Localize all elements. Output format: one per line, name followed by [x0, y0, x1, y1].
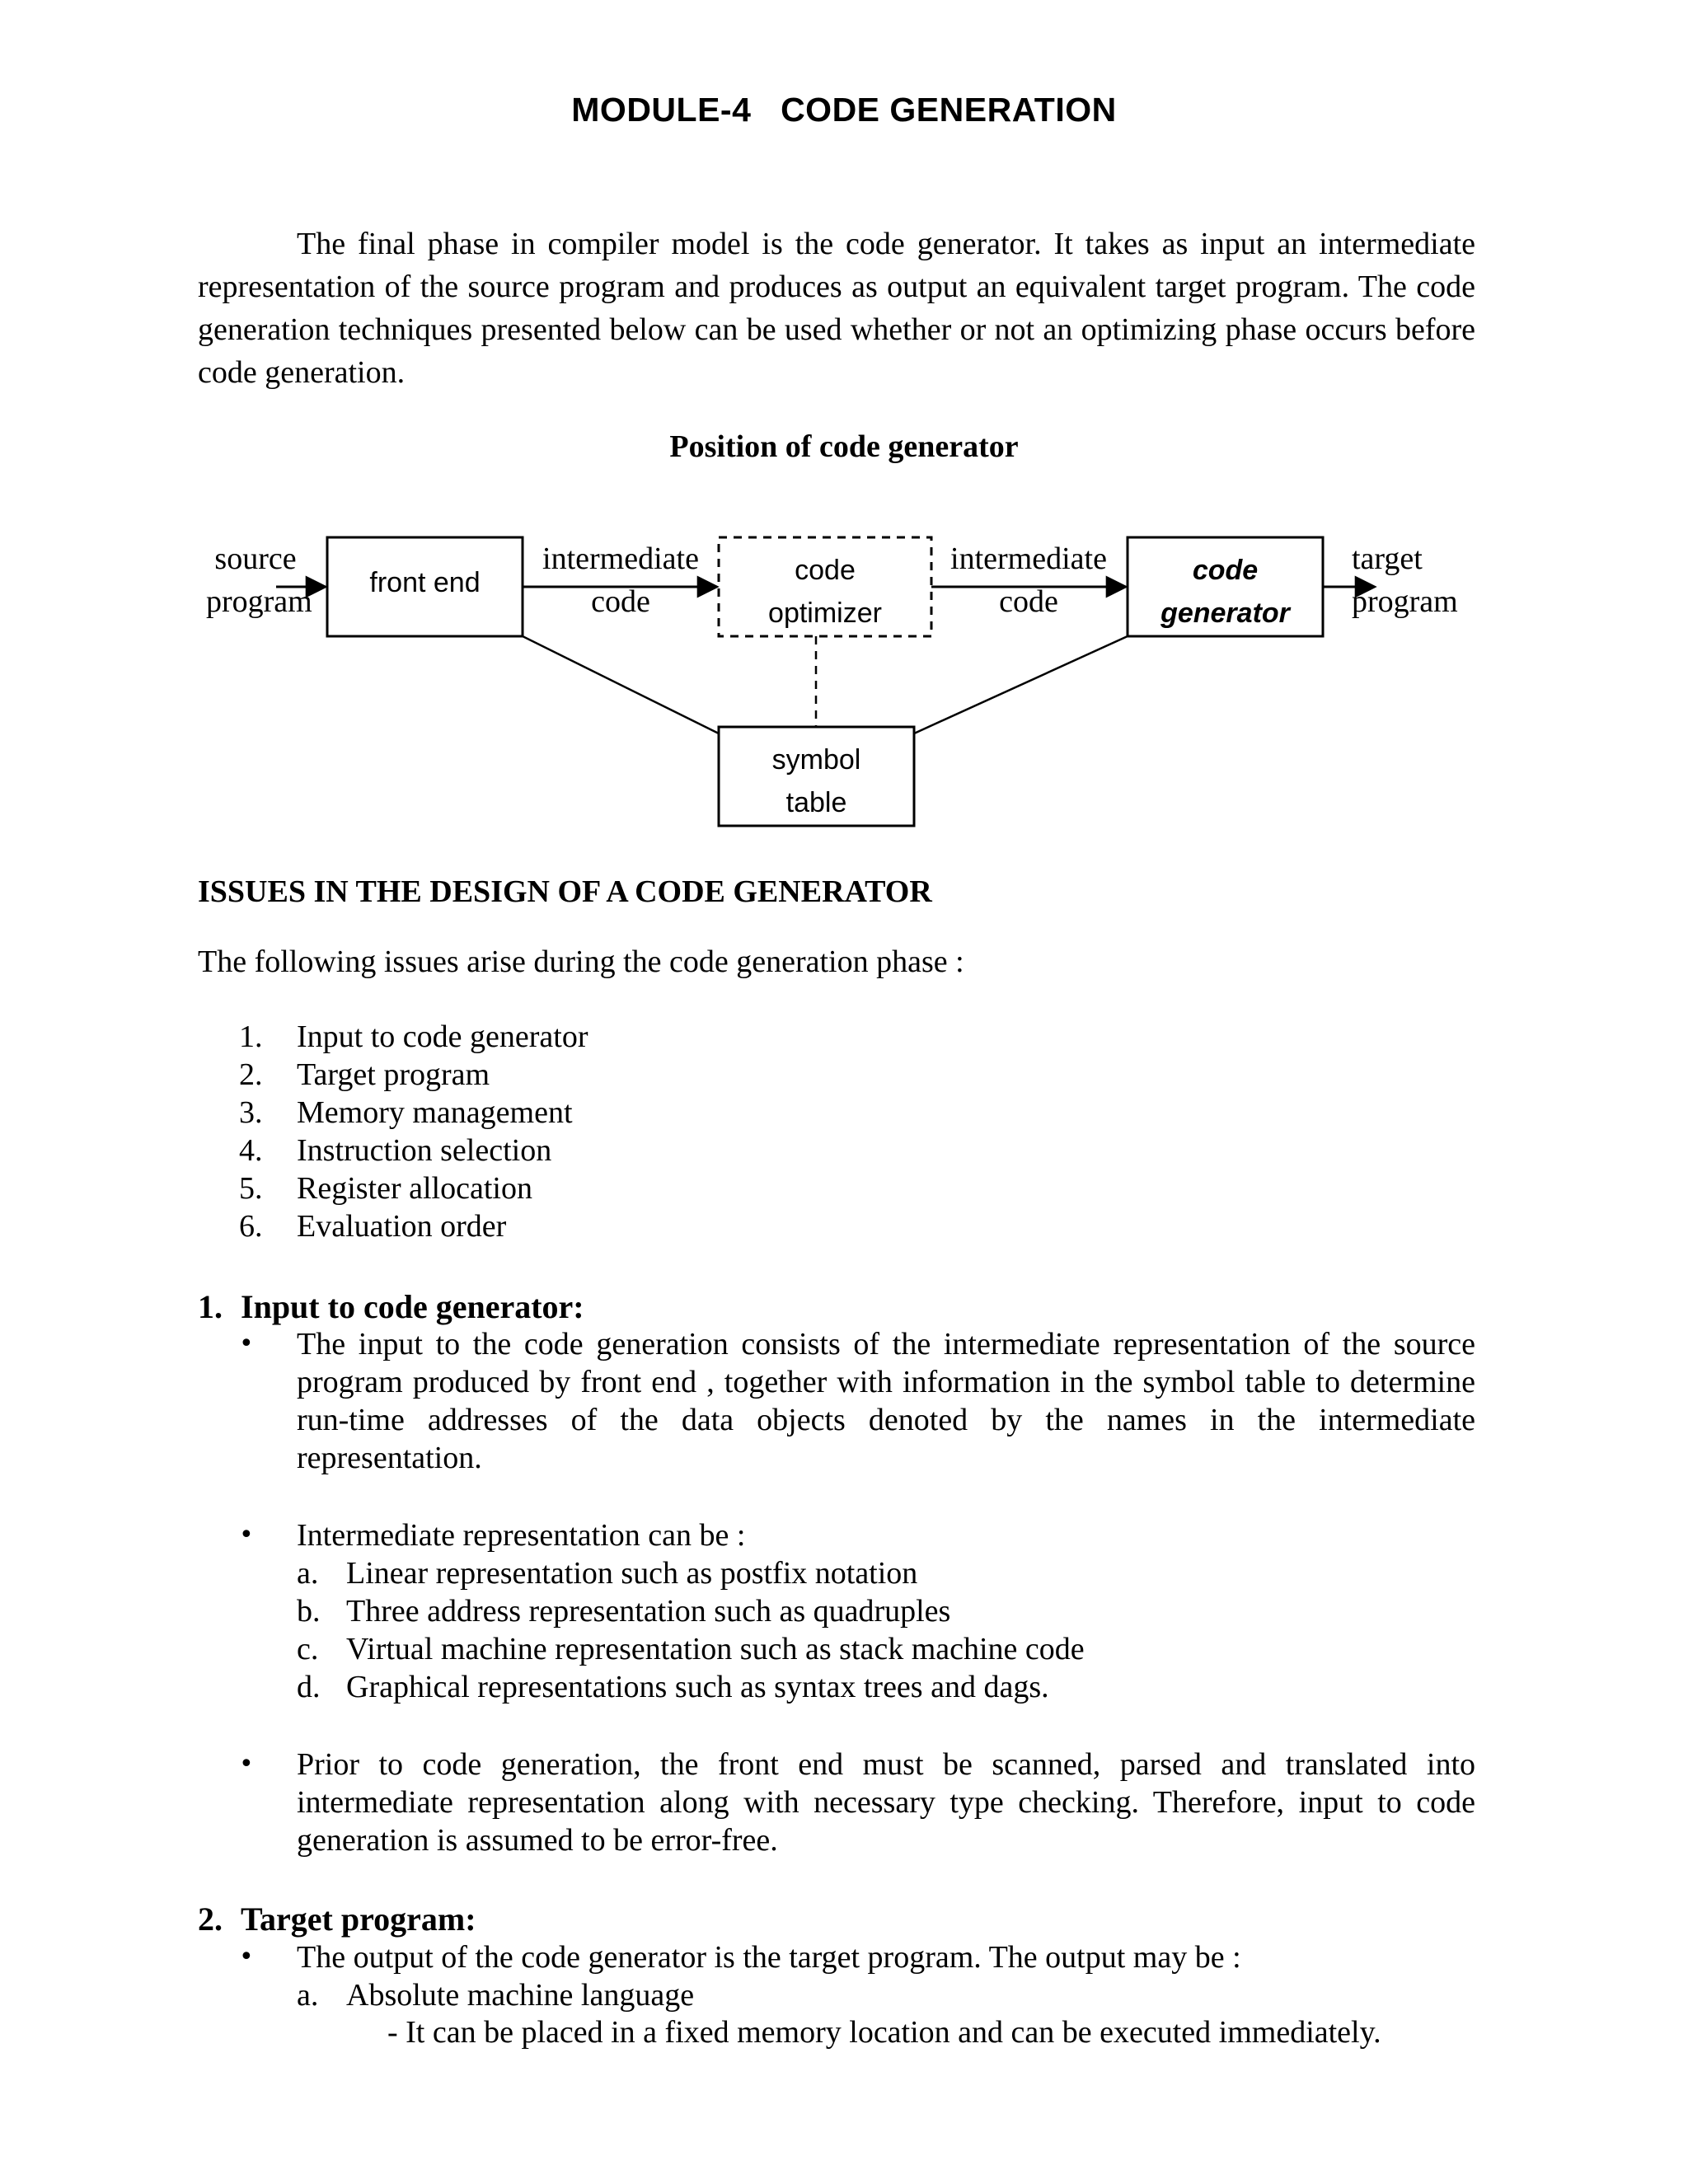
list-item: 3. Memory management — [239, 1095, 573, 1130]
symbol-table-label — [719, 738, 914, 824]
section2-bullet-1: • The output of the code generator is the target program. The output may be : a. Absolute machine language — [239, 1938, 1475, 2014]
optimizer-line2: optimizer — [768, 598, 882, 629]
list-item: a. Linear representation such as postfix notation — [297, 1556, 918, 1591]
section1-heading: 1. Input to code generator: — [198, 1288, 584, 1325]
code-generator-diagram — [0, 494, 1688, 857]
ir2-line1: intermediate — [950, 541, 1107, 576]
list-item: a. Absolute machine language — [297, 1978, 695, 2013]
symtab-line2: table — [785, 787, 847, 818]
issues-heading: ISSUES IN THE DESIGN OF A CODE GENERATOR — [198, 874, 932, 909]
source-program-label — [206, 537, 312, 623]
list-item: b. Three address representation such as quadruples — [297, 1594, 951, 1629]
page-title: MODULE-4 CODE GENERATION — [571, 91, 1117, 129]
ir-forms-list — [297, 1554, 1475, 1706]
line-generator-to-symtab — [914, 636, 1128, 733]
diagram-title: Position of code generator — [669, 429, 1019, 464]
ir2-line2: code — [999, 584, 1058, 619]
optimizer-line1: code — [795, 555, 856, 586]
target-line1: target — [1352, 541, 1423, 576]
ir1-line2: code — [591, 584, 650, 619]
symtab-line1: symbol — [771, 744, 861, 776]
generator-line2: generator — [1160, 598, 1290, 629]
bullet-icon: • — [239, 1521, 254, 1549]
bullet-icon: • — [239, 1750, 254, 1779]
section1-bullet-3: • Prior to code generation, the front end must be scanned, parsed and translated into intermediate representation along with necessary type checking. Therefore, input to code generation is assumed to be error-free. — [239, 1747, 1475, 1858]
target-line2: program — [1352, 584, 1458, 619]
intermediate-code-label-1 — [528, 537, 714, 623]
list-item: 2. Target program — [239, 1057, 490, 1092]
list-item: 4. Instruction selection — [239, 1133, 552, 1168]
list-item: c. Virtual machine representation such as stack machine code — [297, 1632, 1085, 1666]
front-end-label: front end — [369, 567, 481, 598]
intro-paragraph: The final phase in compiler model is the code generator. It takes as input an intermediate representation of the source program and produces as output an equivalent target program. The code generation techniques presented below can be used whether or not an optimizing phase occurs before code generation. — [198, 227, 1475, 390]
absolute-machine-language-note: - It can be placed in a fixed memory location and can be executed immediately. — [387, 2015, 1381, 2050]
code-generator-label — [1128, 549, 1323, 635]
source-label-line1: source — [214, 541, 297, 576]
issues-intro: The following issues arise during the code generation phase : — [198, 944, 964, 979]
list-item: 1. Input to code generator — [239, 1019, 588, 1054]
list-item: 5. Register allocation — [239, 1171, 532, 1206]
list-item: 6. Evaluation order — [239, 1209, 507, 1244]
section1-bullet-1: • The input to the code generation consists of the intermediate representation of the source program produced by front end , together with information in the symbol table to determine run-time addresses of the data objects denoted by the names in the intermediate representation. — [239, 1327, 1475, 1475]
bullet-icon: • — [239, 1943, 254, 1971]
code-optimizer-label — [719, 549, 931, 635]
issues-list — [239, 1018, 588, 1245]
generator-line1: code — [1192, 555, 1259, 586]
target-program-label — [1352, 537, 1475, 623]
bullet-icon: • — [239, 1329, 254, 1358]
section1-bullet-2: • Intermediate representation can be : a. Linear representation such as postfix notation b. Three address representation such as quadruples c. Virtual machine representation such as stack machine code d. Graphical representations such as syntax trees and dags. — [239, 1516, 1475, 1706]
ir1-line1: intermediate — [542, 541, 699, 576]
intermediate-code-label-2 — [935, 537, 1122, 623]
source-label-line2: program — [206, 584, 312, 619]
line-frontend-to-symtab — [523, 636, 719, 733]
section2-heading: 2. Target program: — [198, 1900, 476, 1938]
list-item: d. Graphical representations such as syntax trees and dags. — [297, 1670, 1049, 1704]
